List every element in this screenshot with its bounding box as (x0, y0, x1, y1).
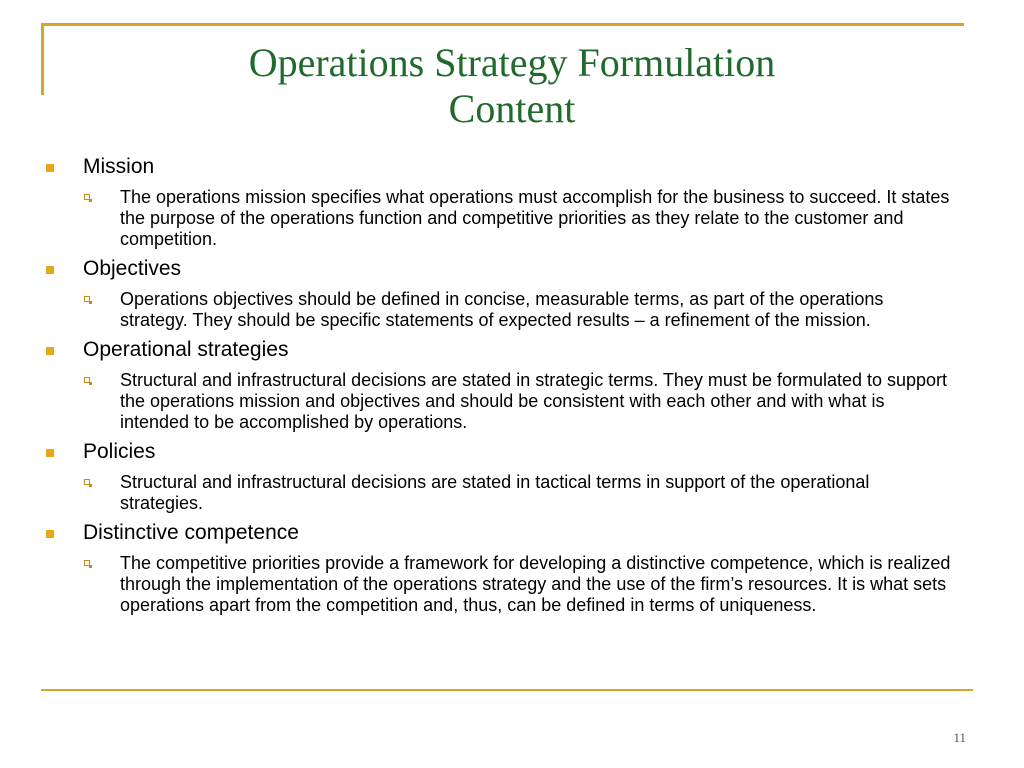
detail-text: The competitive priorities provide a framework for developing a distinctive competence, which is realized through the implementation of the operations strategy and the use of the firm’s resources. It is what sets operations apart from the competition and, thus, can be defined in terms of uniqueness. (120, 553, 951, 615)
topic-label: Objectives (83, 257, 182, 280)
left-frame-line (41, 23, 44, 95)
bottom-divider-line (41, 689, 973, 691)
topic-label: Policies (83, 440, 156, 463)
detail-text: Structural and infrastructural decisions are stated in tactical terms in support of the operational strategies. (120, 472, 870, 513)
topic-label: Distinctive competence (83, 521, 299, 544)
square-bullet-icon (46, 164, 54, 172)
topic-mission (46, 154, 956, 179)
detail-policies (46, 472, 956, 514)
detail-text: The operations mission specifies what operations must accomplish for the business to succeed. It states the purpose of the operations function and competitive priorities as they relate to the customer and competition. (120, 187, 950, 249)
hollow-square-bullet-icon (84, 296, 90, 302)
topic-label: Operational strategies (83, 338, 289, 361)
hollow-square-bullet-icon (84, 377, 90, 383)
detail-objectives (46, 289, 956, 331)
topic-label: Mission (83, 155, 155, 178)
slide-title (60, 40, 964, 132)
slide-title-line-2: Content (448, 86, 576, 131)
square-bullet-icon (46, 266, 54, 274)
hollow-square-bullet-icon (84, 194, 90, 200)
square-bullet-icon (46, 530, 54, 538)
detail-text: Structural and infrastructural decisions are stated in strategic terms. They must be formulated to support the operations mission and objectives and should be consistent with each other and with what is intended to be accomplished by operations. (120, 370, 948, 432)
topic-distinctive-competence (46, 520, 956, 545)
top-frame-line (41, 23, 964, 26)
slide-title-line-1: Operations Strategy Formulation (248, 40, 776, 85)
square-bullet-icon (46, 449, 54, 457)
hollow-square-bullet-icon (84, 479, 90, 485)
square-bullet-icon (46, 347, 54, 355)
topic-operational-strategies (46, 337, 956, 362)
detail-operational-strategies (46, 370, 956, 433)
hollow-square-bullet-icon (84, 560, 90, 566)
detail-mission (46, 187, 956, 250)
topic-policies (46, 439, 956, 464)
slide-content (46, 154, 956, 622)
detail-text: Operations objectives should be defined in concise, measurable terms, as part of the operations strategy. They should be specific statements of expected results – a refinement of the mission. (120, 289, 884, 330)
detail-distinctive-competence (46, 553, 956, 616)
slide-number: 11 (953, 730, 966, 745)
topic-objectives (46, 256, 956, 281)
